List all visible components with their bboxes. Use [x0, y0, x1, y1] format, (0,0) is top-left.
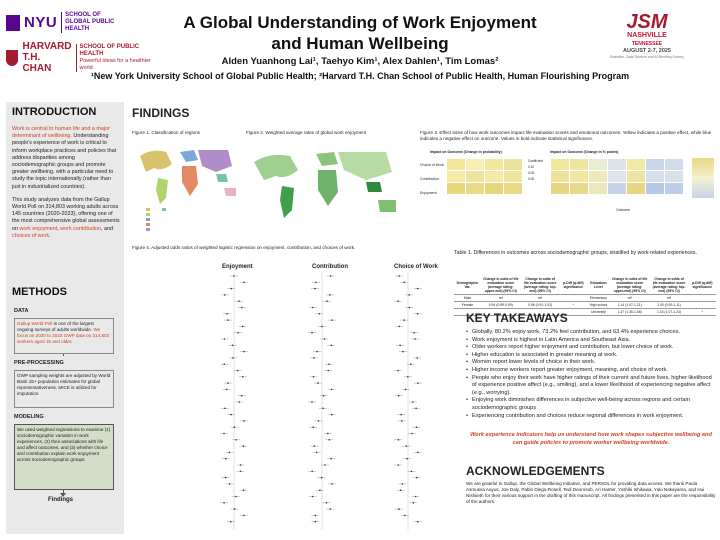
- forest-point: [406, 445, 408, 447]
- forest-point: [233, 275, 235, 277]
- forest-point: [316, 351, 318, 353]
- forest-point: [224, 294, 226, 296]
- map-europe-2: [316, 152, 338, 166]
- forest-point: [235, 439, 237, 441]
- heat-cell: [665, 159, 684, 171]
- list-item: • Experiencing contribution and choices reduce regional differences in work enjoyment.: [466, 413, 716, 421]
- table-cell: 1.14 (1.07-1.21): [610, 302, 650, 309]
- forest-point: [401, 420, 403, 422]
- forest-point: [312, 496, 314, 498]
- forest-point: [330, 345, 332, 347]
- heat-cell: [627, 183, 646, 195]
- forest-point: [417, 288, 419, 290]
- table-cell: *: [689, 309, 717, 316]
- poster-header: [0, 0, 720, 90]
- heat-cell: [570, 183, 589, 195]
- heat-cell: [551, 171, 570, 183]
- fig3-legend-title: Coefficient: [528, 159, 544, 163]
- modeling-heading: MODELING: [14, 414, 44, 420]
- forest-point: [412, 401, 414, 403]
- forest-point: [413, 332, 415, 334]
- map-americas-north: [254, 155, 298, 180]
- harvard-name: [22, 41, 71, 74]
- forest-point: [401, 483, 403, 485]
- intro-heading: INTRODUCTION: [12, 106, 97, 118]
- intro-choices-of-work: choices of work: [12, 232, 50, 239]
- heat-cell: [466, 183, 485, 195]
- forest-point: [312, 426, 314, 428]
- forest-point: [313, 376, 315, 378]
- fig3-heatmaps: [420, 150, 716, 242]
- forest-point: [329, 294, 331, 296]
- list-item: • Higher education is associated in greater meaning at work.: [466, 352, 716, 360]
- forest-point: [328, 363, 330, 365]
- map-southeast-asia: [216, 174, 228, 182]
- fig4-caption: Figure 4. Adjusted odds ratios of weighted logistic regression on enjoyment, contribution, and choices of work.: [132, 245, 356, 250]
- intro-sep-2: , and: [101, 225, 114, 232]
- forest-point: [312, 307, 314, 309]
- forest-reference-lines: [234, 272, 408, 530]
- forest-point: [226, 389, 228, 391]
- fig3-row-labels: [420, 158, 444, 200]
- data-box: [14, 318, 114, 354]
- harvard-name-line1: HARVARD: [22, 41, 72, 52]
- fig4-forest-svg: [132, 272, 450, 532]
- forest-point: [319, 489, 321, 491]
- heat-cell: [485, 159, 504, 171]
- forest-point: [232, 345, 234, 347]
- forest-point: [411, 433, 413, 435]
- heat-cell: [608, 159, 627, 171]
- forest-point: [417, 382, 419, 384]
- ack-heading: ACKNOWLEDGEMENTS: [466, 464, 605, 478]
- table-cell: ref: [610, 295, 650, 302]
- table1-header-cell: Demographic Var.: [454, 276, 481, 295]
- forest-point: [417, 521, 419, 523]
- forest-point: [238, 300, 240, 302]
- forest-point: [416, 426, 418, 428]
- forest-point: [321, 477, 323, 479]
- intro-body-1: Understanding people's experience of work is critical to inform workplace practices and policies that address disparities among sociodemographic groups and promote greater wellbeing, with a particular need to study the topic internationally (rather than just in industrialized countries).: [12, 133, 117, 190]
- forest-point: [410, 363, 412, 365]
- forest-point: [404, 515, 406, 517]
- forest-point: [243, 515, 245, 517]
- forest-point: [415, 408, 417, 410]
- intro-body-2: This study analyzes data from the Gallup World Poll on 314,803 working adults across 145 countries (2020-2023), offering one of the most comprehensive global assessments on: [12, 196, 120, 232]
- intro-work-enjoyment: work enjoyment: [19, 225, 58, 232]
- jsm-tagline: Statistics, Data Science and AI Bending Society: [610, 55, 684, 59]
- forest-point: [316, 452, 318, 454]
- forest-point: [330, 275, 332, 277]
- table1-header-cell: Change in odds of life evaluation score (average rating: top-end) (95% CI): [650, 276, 689, 295]
- fig3-legend-v2: 0.05: [528, 171, 535, 175]
- heat-cell: [504, 171, 523, 183]
- fig3-row-contribution: Contribution: [420, 177, 439, 181]
- heat-cell: [608, 183, 627, 195]
- harvard-shield-icon: [6, 50, 18, 66]
- forest-point: [407, 376, 409, 378]
- forest-point: [229, 452, 231, 454]
- fig1-region-map: [132, 138, 244, 238]
- jsm-state: TENNESSEE: [631, 41, 663, 47]
- heat-cell: [570, 171, 589, 183]
- map-americas-south: [280, 186, 294, 218]
- fig4-panel-enjoyment: Enjoyment: [222, 264, 253, 270]
- table1: [454, 276, 716, 316]
- takeaways-heading: KEY TAKEAWAYS: [466, 311, 568, 325]
- heat-cell: [646, 183, 665, 195]
- jsm-mark: JSM: [626, 11, 668, 33]
- forest-point: [225, 477, 227, 479]
- heat-cell: [485, 171, 504, 183]
- forest-point: [329, 439, 331, 441]
- heat-cell: [608, 171, 627, 183]
- fig4-forest-plots: [132, 264, 450, 534]
- forest-point: [397, 464, 399, 466]
- forest-point: [399, 345, 401, 347]
- map-oceania-2: [378, 200, 396, 212]
- list-item: • Higher income workers report greater enjoyment, meaning, and choice of work.: [466, 367, 716, 375]
- forest-point: [224, 338, 226, 340]
- table-cell: ref: [481, 295, 521, 302]
- fig3-legend-v1: 0.10: [528, 165, 535, 169]
- heat-cell: [570, 159, 589, 171]
- methods-heading: METHODS: [12, 286, 67, 298]
- table-cell: University: [587, 309, 610, 316]
- heat-cell: [627, 159, 646, 171]
- table1-header-cell: Change in odds of life evaluation score (average rating: top-end) (95% CI): [521, 276, 560, 295]
- forest-point: [231, 288, 233, 290]
- intro-sep-1: ,: [57, 225, 61, 232]
- table-cell: Female: [454, 302, 481, 309]
- gwp-name: Gallup World Poll: [17, 321, 53, 326]
- forest-point: [411, 471, 413, 473]
- forest-point: [243, 420, 245, 422]
- table-cell: ref: [650, 295, 689, 302]
- table-cell: [560, 295, 587, 302]
- heat-cell: [447, 159, 466, 171]
- table1-caption: Table 1. Differences in outcomes across sociodemographic groups, stratified by work-related experiences.: [454, 250, 697, 256]
- forest-point: [405, 389, 407, 391]
- forest-point: [223, 433, 225, 435]
- forest-point: [226, 313, 228, 315]
- forest-point: [324, 338, 326, 340]
- forest-point: [406, 458, 408, 460]
- table-cell: 1.05 (0.99-1.11): [650, 302, 689, 309]
- forest-point: [399, 326, 401, 328]
- forest-point: [323, 395, 325, 397]
- forest-point: [327, 433, 329, 435]
- heat-cell: [447, 183, 466, 195]
- forest-point: [234, 508, 236, 510]
- preprocessing-box: GWP sampling weights are adjusted by World Bank 15+ population estimates for global representativeness. MICE is utilized for imputation.: [14, 370, 114, 408]
- forest-point: [230, 414, 232, 416]
- table1-header-cell: p-Diff (q-diff) significance: [689, 276, 717, 295]
- fig2-caption: Figure 2. Weighted average rates of global work enjoyment: [246, 130, 367, 135]
- forest-point: [408, 294, 410, 296]
- fig4-panel-contribution: Contribution: [312, 264, 348, 270]
- table1-header-cell: Change in odds of life evaluation score (average rating: upper-end) (95% CI): [481, 276, 521, 295]
- forest-point: [402, 351, 404, 353]
- heat-cell: [627, 171, 646, 183]
- heat-cell: [665, 183, 684, 195]
- forest-point: [398, 395, 400, 397]
- intro-highlight: Work is central to human life and a major determinant of wellbeing.: [12, 126, 110, 140]
- forest-point: [331, 483, 333, 485]
- fig3-x-label: Outcome: [616, 208, 631, 212]
- arrow-1: [63, 354, 64, 356]
- forest-point: [317, 382, 319, 384]
- forest-point: [229, 483, 231, 485]
- table-cell: 0.94 (0.89-0.99): [481, 302, 521, 309]
- table-cell: 1.15 (1.07-1.24): [650, 309, 689, 316]
- forest-point: [331, 319, 333, 321]
- heat-cell: [665, 171, 684, 183]
- affiliations: ¹New York University School of Global Public Health; ²Harvard T.H. Chan School of Public Health, Human Flourishing Program: [90, 71, 630, 81]
- forest-point: [230, 521, 232, 523]
- forest-point: [240, 464, 242, 466]
- findings-link: Findings: [48, 497, 73, 503]
- list-item: • People who enjoy their work have higher ratings of their current and future lives, higher likelihood of experience positive affect (e.g., smiling), and a lower likelihood of experiencing negative affect (e.g., worrying).: [466, 375, 716, 398]
- list-item: • Globally, 80.2% enjoy work, 73.2% feel contribution, and 63.4% experience choices.: [466, 329, 716, 337]
- forest-point: [311, 471, 313, 473]
- forest-point: [400, 414, 402, 416]
- list-item: • Enjoying work diminishes differences in subjective well-being across regions and certain sociodemographic groups: [466, 397, 716, 412]
- harvard-logo: [6, 41, 156, 74]
- jsm-city: NASHVILLE: [627, 32, 667, 39]
- table-row: [454, 302, 716, 309]
- table-cell: ref: [521, 295, 560, 302]
- harvard-school-name: SCHOOL OF PUBLIC HEALTH: [79, 43, 140, 57]
- forest-point: [329, 508, 331, 510]
- forest-point: [397, 370, 399, 372]
- intro-work-contribution: work contribution: [60, 225, 102, 232]
- fig3-legend-v3: 0.00: [528, 177, 535, 181]
- fig3-caption: Figure 3. Effect sizes of how work outcomes impact life evaluation scores and emotional outcomes. Yellow indicates a positive effect, while blue indicates a negative effect on outcome. Values in bold indicate statistical significance.: [420, 130, 712, 141]
- jsm-dates: AUGUST 2-7, 2025: [623, 48, 671, 54]
- forest-point: [416, 357, 418, 359]
- forest-point: [319, 313, 321, 315]
- heat-cell: [589, 183, 608, 195]
- intro-end: .: [49, 232, 51, 239]
- heat-cell: [485, 183, 504, 195]
- fig3-panel-b-title: Impact on Outcome (Change in % points): [550, 150, 619, 154]
- forest-point: [241, 395, 243, 397]
- fig2-enjoyment-map: [246, 140, 414, 238]
- harvard-school: [76, 44, 156, 72]
- forest-point: [227, 382, 229, 384]
- forest-point: [403, 282, 405, 284]
- fig3-row-choice: Choice of Work: [420, 163, 444, 167]
- heat-cell: [447, 171, 466, 183]
- title-line1: A Global Understanding of Work Enjoyment: [183, 13, 537, 32]
- nyu-school: SCHOOL OF GLOBAL PUBLIC HEALTH: [61, 12, 121, 33]
- heat-cell: [504, 159, 523, 171]
- data-text: is one of the largest ongoing surveys of adults worldwide.: [17, 321, 94, 332]
- forest-point: [235, 496, 237, 498]
- forest-point: [242, 376, 244, 378]
- heat-cell: [551, 159, 570, 171]
- takeaways-quote: Work experience indicators help us understand how work shapes subjective wellbeing and can guide policies to promote worker wellbeing worldwide.: [470, 432, 712, 446]
- forest-point: [398, 275, 400, 277]
- jsm-logo: [592, 12, 702, 60]
- nyu-logo: [6, 12, 156, 33]
- table1-header-row: [454, 276, 716, 295]
- nyu-torch-icon: [6, 15, 20, 31]
- forest-point: [234, 426, 236, 428]
- harvard-tagline: Powerful ideas for a healthier world: [79, 57, 151, 71]
- forest-point: [397, 300, 399, 302]
- forest-point: [242, 326, 244, 328]
- forest-point: [243, 489, 245, 491]
- fig3-legend-a: [528, 158, 544, 182]
- modeling-box: We used weighted regressions to examine (1) sociodemographic variation in work experiences, (2) their associations with life and affect outcomes, and (3) whether choice and contribution explain work enjoyment across sociodemographic groups.: [14, 424, 114, 490]
- takeaways-list: [466, 329, 716, 420]
- forest-point: [314, 288, 316, 290]
- table-cell: [689, 302, 717, 309]
- intro-paragraph-1: [12, 126, 120, 191]
- table-cell: 1.47 (1.36-1.58): [610, 309, 650, 316]
- data-heading: DATA: [14, 308, 29, 314]
- fig3-row-enjoyment: Enjoyment: [420, 191, 437, 195]
- forest-point: [315, 282, 317, 284]
- forest-point: [327, 370, 329, 372]
- forest-point: [324, 464, 326, 466]
- authors: Alden Yuanhong Lai¹, Taehyo Kim¹, Alex Dahlen¹, Tim Lomas²: [221, 56, 499, 67]
- forest-point: [243, 282, 245, 284]
- forest-point: [313, 357, 315, 359]
- nyu-name: NYU: [24, 14, 58, 31]
- heat-cell: [646, 159, 665, 171]
- forest-point: [331, 389, 333, 391]
- findings-heading: FINDINGS: [132, 106, 190, 120]
- table-cell: Elementary: [587, 295, 610, 302]
- table-cell: 0.96 (0.91-1.02): [521, 302, 560, 309]
- forest-point: [398, 439, 400, 441]
- forest-point: [415, 496, 417, 498]
- table-cell: [689, 295, 717, 302]
- forest-point: [417, 452, 419, 454]
- table1-header-cell: Education Level: [587, 276, 610, 295]
- table-cell: Male: [454, 295, 481, 302]
- harvard-name-line2: T.H. CHAN: [22, 52, 52, 74]
- forest-point: [241, 307, 243, 309]
- fig3-heatmap-a: [446, 158, 523, 195]
- forest-point: [223, 363, 225, 365]
- preprocessing-heading: PRE-PROCESSING: [14, 360, 64, 366]
- forest-point: [311, 332, 313, 334]
- forest-point: [314, 445, 316, 447]
- heat-cell: [589, 159, 608, 171]
- table1-header-cell: Change in odds of life evaluation score (average rating: upper-end) (95% CI): [610, 276, 650, 295]
- forest-point: [322, 408, 324, 410]
- table-row: [454, 295, 716, 302]
- heat-cell: [589, 171, 608, 183]
- forest-point: [237, 370, 239, 372]
- forest-point: [330, 458, 332, 460]
- forest-point: [243, 445, 245, 447]
- list-item: • Work enjoyment is highest in Latin America and Southeast Asia.: [466, 337, 716, 345]
- table-cell: *: [560, 302, 587, 309]
- heat-cell: [466, 171, 485, 183]
- forest-point: [331, 414, 333, 416]
- forest-point: [311, 401, 313, 403]
- map-sea-2: [366, 182, 382, 192]
- forest-point: [400, 489, 402, 491]
- table1-header-cell: p-Diff (q-diff) significance: [560, 276, 587, 295]
- map-oceania: [224, 188, 236, 196]
- forest-point: [232, 357, 234, 359]
- heat-cell: [504, 183, 523, 195]
- fig3-colorbar: [692, 158, 714, 198]
- table-cell: High school: [587, 302, 610, 309]
- left-column: [6, 102, 124, 534]
- list-item: • Women report lower levels of choice in their work.: [466, 359, 716, 367]
- forest-point: [326, 502, 328, 504]
- forest-point: [315, 515, 317, 517]
- forest-point: [243, 351, 245, 353]
- forest-point: [416, 477, 418, 479]
- data-focus: We focus on 2020 to 2023 GWP data on 314,803 workers aged 15 and older.: [17, 327, 110, 344]
- fig3-panel-a-title: Impact on Outcome (Change in probability): [430, 150, 502, 154]
- fig4-panel-choice: Choice of Work: [394, 264, 438, 270]
- forest-point: [240, 471, 242, 473]
- fig1-caption: Figure 1. Classification of regions: [132, 130, 200, 135]
- title-line2: and Human Wellbeing: [271, 34, 449, 53]
- forest-point: [417, 313, 419, 315]
- forest-point: [414, 338, 416, 340]
- forest-point: [409, 307, 411, 309]
- forest-point: [413, 502, 415, 504]
- forest-point: [403, 319, 405, 321]
- intro-paragraph-2: [12, 197, 120, 240]
- list-item: • Older workers report higher enjoyment and contribution, but lower choice of work.: [466, 344, 716, 352]
- intro-text: [12, 126, 120, 240]
- forest-point: [224, 408, 226, 410]
- forest-point: [223, 502, 225, 504]
- heat-cell: [646, 171, 665, 183]
- heat-cell: [466, 159, 485, 171]
- forest-point: [225, 458, 227, 460]
- heat-cell: [551, 183, 570, 195]
- forest-point: [318, 420, 320, 422]
- forest-points: [220, 275, 422, 522]
- forest-point: [315, 521, 317, 523]
- forest-point: [238, 401, 240, 403]
- poster-title: [150, 12, 570, 54]
- fig3-heatmap-b: [550, 158, 684, 195]
- forest-point: [227, 319, 229, 321]
- forest-point: [326, 300, 328, 302]
- forest-point: [321, 326, 323, 328]
- forest-point: [398, 508, 400, 510]
- forest-point: [237, 332, 239, 334]
- map-asia-2: [338, 152, 392, 180]
- map-africa-2: [318, 170, 338, 206]
- ack-text: We are grateful to Gallup, the Global Wellbeing Initiative, and PERSOL for providing data access. We thank Paula Asmussa Aayus, Joe Daly, Pablo Diego-Rosell, Tedi Deorosob, Ari Hanter, Yoshiki Ishikawa, Yuki Nakayama, and Hui Nishiieth for their various support in the drafting of this manuscript. All findings presented in this paper are the responsibility of the authors.: [466, 481, 716, 504]
